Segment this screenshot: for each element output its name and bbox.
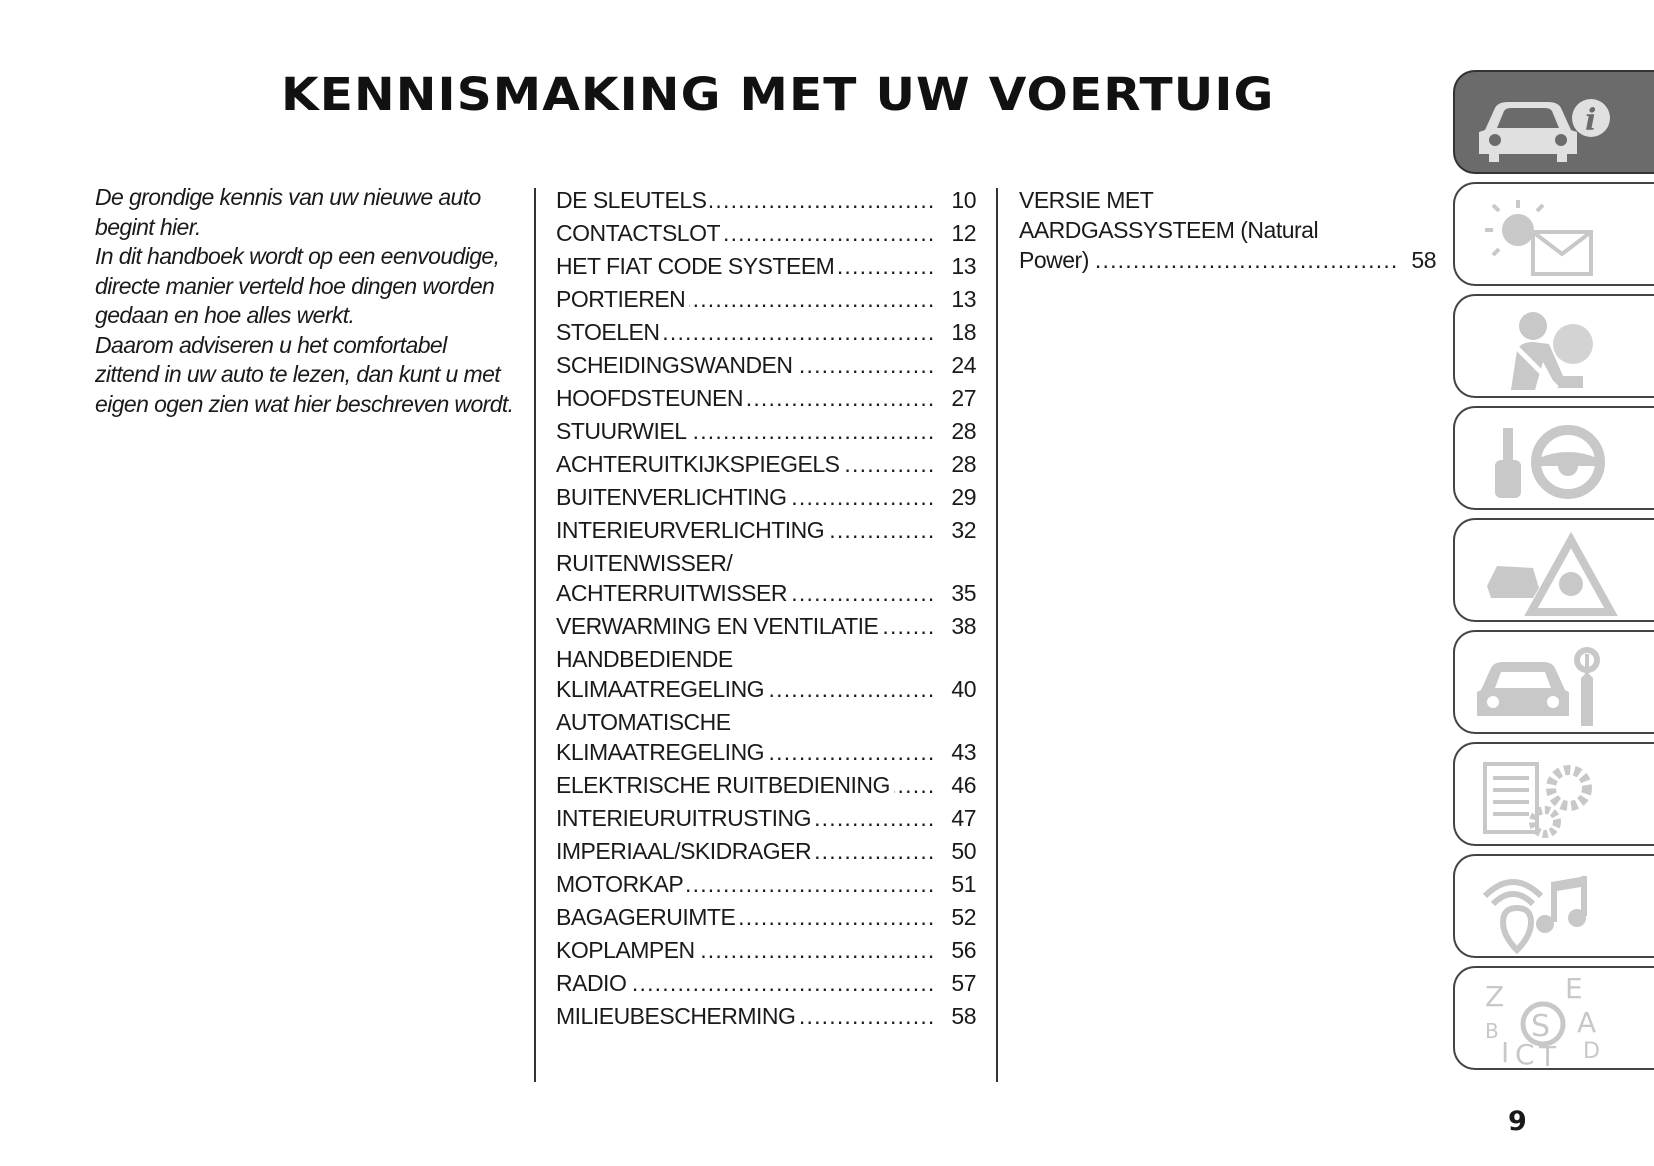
- toc-entry-page: 29: [951, 484, 976, 510]
- toc-entry[interactable]: [556, 515, 976, 545]
- toc-entry-page: 18: [951, 319, 976, 345]
- toc-entry-text: [1019, 185, 1396, 275]
- toc-entry-text: [556, 383, 936, 413]
- toc-entry[interactable]: [556, 218, 976, 248]
- toc-entry-label: Power): [1019, 247, 1093, 273]
- toc-entry-line: AARDGASSYSTEEM (Natural: [1019, 217, 1319, 243]
- toc-entry-label: HOOFDSTEUNEN: [556, 385, 747, 411]
- toc-entry-page: 32: [951, 517, 976, 543]
- toc-entry-page: 24: [951, 352, 976, 378]
- toc-entry[interactable]: [556, 968, 976, 998]
- toc-entry-label: MILIEUBESCHERMING: [556, 1003, 799, 1029]
- toc-entry-text: [556, 317, 936, 347]
- tab-emergency[interactable]: [1453, 518, 1654, 622]
- svg-text:E: E: [1565, 976, 1583, 1005]
- toc-entry-text: [556, 218, 936, 248]
- toc-entry[interactable]: [556, 383, 976, 413]
- toc-entry-page: 52: [951, 904, 976, 930]
- toc-entry-label: STUURWIEL: [556, 418, 691, 444]
- toc-entry-label: KLIMAATREGELING: [556, 739, 768, 765]
- svg-text:C: C: [1515, 1038, 1535, 1066]
- column-divider: [996, 188, 998, 1082]
- toc-entry-text: [556, 482, 936, 512]
- toc-entry[interactable]: [556, 284, 976, 314]
- svg-text:S: S: [1531, 1009, 1551, 1044]
- toc-entry-page: 40: [951, 676, 976, 702]
- toc-entry-text: [556, 803, 936, 833]
- toc-entry-label: INTERIEURUITRUSTING: [556, 805, 815, 831]
- toc-entry-line: HANDBEDIENDE: [556, 646, 733, 672]
- tab-knowing-your-car[interactable]: [1453, 70, 1654, 174]
- toc-entry-label: KOPLAMPEN: [556, 937, 699, 963]
- toc-entry-text: [556, 836, 936, 866]
- tab-technical-data[interactable]: [1453, 742, 1654, 846]
- toc-entry[interactable]: [556, 935, 976, 965]
- toc-entry-page: 27: [951, 385, 976, 411]
- toc-entry[interactable]: [556, 707, 976, 767]
- toc-entry-page: 46: [951, 772, 976, 798]
- tab-dashboard-warnings[interactable]: [1453, 182, 1654, 286]
- toc-entry-label: VERWARMING EN VENTILATIE: [556, 613, 882, 639]
- svg-text:i: i: [1585, 103, 1597, 138]
- toc-entry-label: PORTIEREN: [556, 286, 689, 312]
- toc-entry-label: CONTACTSLOT: [556, 220, 724, 246]
- toc-entry-label: ACHTERUITKIJKSPIEGELS: [556, 451, 843, 477]
- svg-text:I: I: [1501, 1036, 1510, 1066]
- toc-entry-line: VERSIE MET: [1019, 187, 1154, 213]
- toc-entry-text: [556, 449, 936, 479]
- toc-entry-page: 43: [951, 739, 976, 765]
- toc-entry-page: 57: [951, 970, 976, 996]
- toc-entry-page: 50: [951, 838, 976, 864]
- toc-entry[interactable]: [556, 482, 976, 512]
- music-navigation-icon: [1473, 864, 1623, 954]
- svg-text:D: D: [1583, 1039, 1600, 1064]
- tab-multimedia[interactable]: [1453, 854, 1654, 958]
- toc-entry-page: 28: [951, 451, 976, 477]
- table-of-contents-column-1: [556, 185, 976, 1034]
- list-gears-icon: [1473, 752, 1623, 842]
- tab-starting-driving[interactable]: [1453, 406, 1654, 510]
- toc-entry-page: 58: [951, 1003, 976, 1029]
- toc-entry-label: DE SLEUTELS: [556, 187, 710, 213]
- toc-entry-page: 58: [1411, 247, 1436, 273]
- toc-entry-label: HET FIAT CODE SYSTEEM: [556, 253, 838, 279]
- toc-entry-page: 38: [951, 613, 976, 639]
- toc-entry-page: 35: [951, 580, 976, 606]
- toc-entry-label: IMPERIAAL/SKIDRAGER: [556, 838, 815, 864]
- toc-entry-page: 10: [951, 187, 976, 213]
- toc-entry-text: [556, 416, 936, 446]
- toc-entry-label: BUITENVERLICHTING: [556, 484, 790, 510]
- toc-entry[interactable]: [556, 317, 976, 347]
- toc-entry-line: RUITENWISSER/: [556, 550, 733, 576]
- toc-entry-label: BAGAGERUIMTE: [556, 904, 739, 930]
- svg-text:Z: Z: [1485, 980, 1505, 1013]
- warning-light-message-icon: [1473, 192, 1623, 282]
- toc-entry[interactable]: [556, 1001, 976, 1031]
- toc-entry-line: AUTOMATISCHE: [556, 709, 731, 735]
- toc-entry[interactable]: [556, 611, 976, 641]
- intro-paragraph: Daarom adviseren u het comfortabel zittend in uw auto te lezen, dan kunt u met eigen ogen zien wat hier beschreven wordt.: [95, 331, 514, 417]
- toc-entry-page: 51: [951, 871, 976, 897]
- svg-text:B: B: [1485, 1019, 1499, 1043]
- toc-entry-text: [556, 515, 936, 545]
- toc-entry-text: [556, 284, 936, 314]
- tab-safety[interactable]: [1453, 294, 1654, 398]
- page-title: KENNISMAKING MET UW VOERTUIG: [281, 68, 1275, 121]
- toc-entry-text: [556, 251, 936, 281]
- toc-entry-text: [556, 869, 936, 899]
- toc-entry-text: [556, 350, 936, 380]
- toc-entry-text: [556, 770, 936, 800]
- toc-entry-page: 47: [951, 805, 976, 831]
- toc-entry[interactable]: [556, 803, 976, 833]
- toc-entry-label: KLIMAATREGELING: [556, 676, 768, 702]
- toc-entry-text: [556, 707, 936, 767]
- intro-paragraph: De grondige kennis van uw nieuwe auto begint hier.: [95, 184, 481, 240]
- toc-entry-text: [556, 1001, 936, 1031]
- toc-entry[interactable]: [556, 416, 976, 446]
- toc-entry-page: 12: [951, 220, 976, 246]
- toc-entry[interactable]: [556, 548, 976, 608]
- toc-entry-page: 56: [951, 937, 976, 963]
- toc-entry-text: [556, 902, 936, 932]
- toc-entry-label: ELEKTRISCHE RUITBEDIENING: [556, 772, 894, 798]
- toc-entry[interactable]: [556, 770, 976, 800]
- svg-text:T: T: [1539, 1040, 1557, 1066]
- toc-entry-text: [556, 968, 936, 998]
- intro-text: [95, 183, 515, 419]
- car-info-icon: [1473, 80, 1623, 170]
- car-wrench-icon: [1473, 640, 1623, 730]
- toc-entry-label: SCHEIDINGSWANDEN: [556, 352, 797, 378]
- toc-entry-page: 13: [951, 286, 976, 312]
- toc-entry-label: INTERIEURVERLICHTING: [556, 517, 828, 543]
- toc-entry-text: [556, 185, 936, 215]
- intro-paragraph: In dit handboek wordt op een eenvoudige, directe manier verteld hoe dingen worden gedaan en hoe alles werkt.: [95, 243, 500, 328]
- alphabet-index-icon: [1473, 976, 1623, 1066]
- toc-entry[interactable]: [556, 836, 976, 866]
- column-divider: [534, 188, 536, 1082]
- toc-entry-label: RADIO: [556, 970, 630, 996]
- key-steering-wheel-icon: [1473, 416, 1623, 506]
- toc-entry[interactable]: [556, 251, 976, 281]
- toc-entry[interactable]: [556, 869, 976, 899]
- toc-entry-text: [556, 935, 936, 965]
- toc-entry[interactable]: [556, 350, 976, 380]
- toc-entry-page: 13: [951, 253, 976, 279]
- toc-entry-label: MOTORKAP: [556, 871, 687, 897]
- tab-maintenance[interactable]: [1453, 630, 1654, 734]
- toc-entry-label: STOELEN: [556, 319, 663, 345]
- table-of-contents-column-2: [1019, 185, 1436, 278]
- toc-entry-text: [556, 611, 936, 641]
- tab-index[interactable]: [1453, 966, 1654, 1070]
- toc-entry[interactable]: [556, 185, 976, 215]
- svg-text:A: A: [1577, 1006, 1597, 1039]
- toc-entry-label: ACHTERRUITWISSER: [556, 580, 791, 606]
- accident-warning-triangle-icon: [1473, 528, 1623, 618]
- page-number: 9: [1508, 1106, 1527, 1137]
- toc-entry[interactable]: [556, 644, 976, 704]
- toc-entry[interactable]: [556, 449, 976, 479]
- toc-entry[interactable]: [556, 902, 976, 932]
- seatbelt-airbag-icon: [1473, 304, 1623, 394]
- toc-entry-text: [556, 644, 936, 704]
- toc-entry-text: [556, 548, 936, 608]
- toc-entry[interactable]: [1019, 185, 1436, 275]
- toc-entry-page: 28: [951, 418, 976, 444]
